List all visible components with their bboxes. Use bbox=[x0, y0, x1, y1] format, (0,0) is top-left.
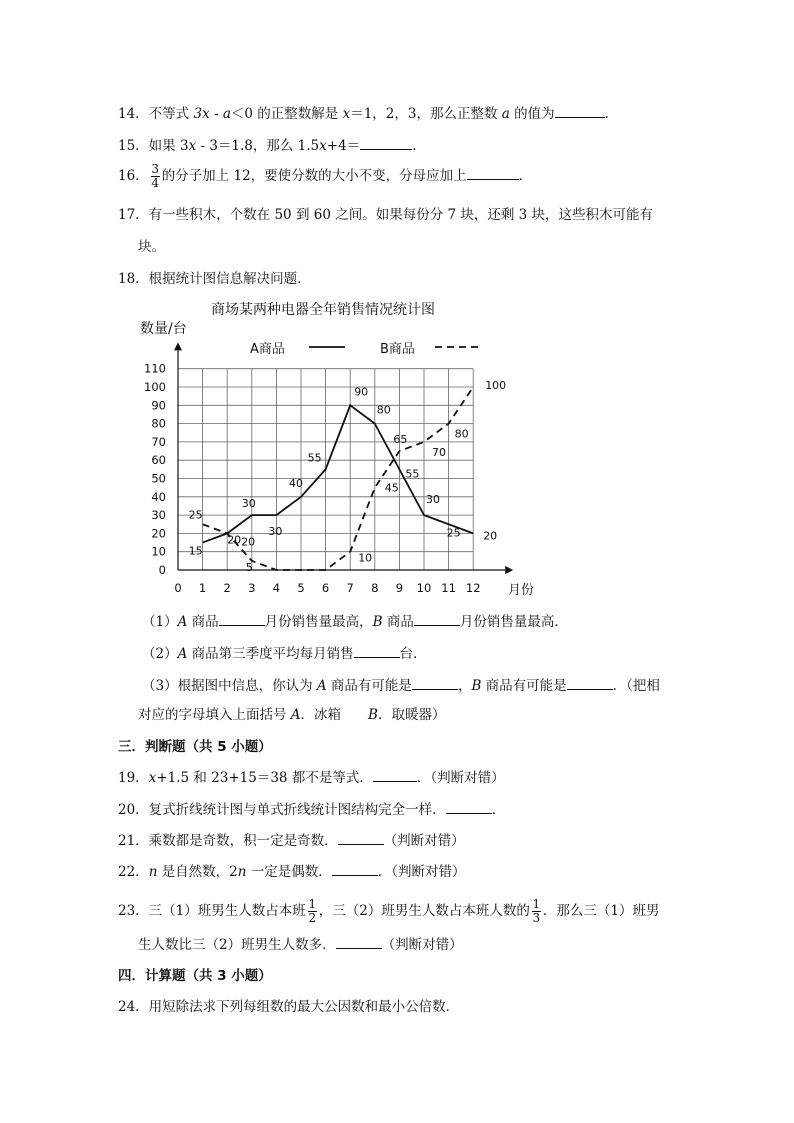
answer-blank[interactable] bbox=[567, 675, 613, 690]
answer-blank[interactable] bbox=[360, 135, 412, 150]
x-tick-label: 7 bbox=[346, 581, 354, 595]
data-label-a: 80 bbox=[376, 403, 391, 417]
answer-blank[interactable] bbox=[354, 643, 400, 658]
chart-title: 商场某两种电器全年销售情况统计图 bbox=[211, 302, 435, 318]
answer-blank[interactable] bbox=[555, 103, 605, 118]
chart-data-labels bbox=[189, 379, 507, 574]
data-label-a: 15 bbox=[188, 544, 203, 558]
x-axis-arrow bbox=[505, 566, 513, 574]
fraction-3-4: $\frac{3}{4}$ bbox=[151, 162, 159, 190]
answer-blank[interactable] bbox=[219, 611, 265, 626]
chart-y-axis-label: 数量/台 bbox=[140, 321, 187, 337]
question-24: 24．用短除法求下列每组数的最大公因数和最小公倍数． bbox=[118, 999, 460, 1015]
x-tick-label: 4 bbox=[272, 581, 281, 595]
data-label-b: 80 bbox=[454, 427, 469, 441]
section-heading-calculation: 四．计算题（共 3 小题） bbox=[118, 968, 272, 984]
y-tick-label: 40 bbox=[151, 489, 166, 504]
line-chart bbox=[0, 292, 794, 612]
y-tick-label: 110 bbox=[144, 361, 166, 376]
question-23-line2: 生人数比三（2）班男生人数多． （判断对错） bbox=[138, 934, 463, 955]
question-20: 20．复式折线统计图与单式折线统计图结构完全一样． ． bbox=[118, 799, 505, 820]
data-label-a: 25 bbox=[446, 526, 461, 540]
question-14: 14．不等式 3x - a＜0 的正整数解是 x＝1，2，3，那么正整数 a 的值为 ． bbox=[118, 103, 618, 124]
x-tick-label: 6 bbox=[321, 581, 330, 595]
data-label-b: 5 bbox=[245, 560, 253, 574]
section-heading-judgment: 三．判断题（共 5 小题） bbox=[118, 739, 272, 755]
y-tick-label: 80 bbox=[151, 416, 166, 431]
answer-blank[interactable] bbox=[338, 830, 384, 845]
series-line-a bbox=[203, 405, 474, 542]
data-label-b: 45 bbox=[384, 481, 399, 495]
x-tick-label: 12 bbox=[465, 581, 481, 595]
question-15: 15．如果 3x - 3＝1.8，那么 1.5x+4＝ ． bbox=[118, 135, 426, 156]
x-tick-label: 3 bbox=[248, 581, 256, 595]
x-tick-label: 0 bbox=[174, 581, 182, 595]
fraction-1-2: $\frac{1}{2}$ bbox=[308, 897, 317, 925]
data-label-a: 30 bbox=[268, 525, 283, 539]
x-tick-label: 11 bbox=[441, 581, 456, 595]
answer-blank[interactable] bbox=[373, 767, 417, 782]
y-tick-label: 50 bbox=[151, 471, 166, 486]
legend-label-b: B商品 bbox=[380, 342, 415, 357]
y-axis-arrow bbox=[174, 342, 182, 350]
answer-blank[interactable] bbox=[332, 861, 378, 876]
question-19: 19．x+1.5 和 23+15＝38 都不是等式． ．（判断对错） bbox=[118, 767, 505, 788]
fraction-1-3: $\frac{1}{3}$ bbox=[532, 897, 541, 925]
y-tick-label: 10 bbox=[151, 544, 166, 559]
x-tick-label: 5 bbox=[297, 581, 305, 595]
chart-axes bbox=[174, 342, 513, 574]
data-label-b: 65 bbox=[393, 433, 408, 447]
y-tick-label: 60 bbox=[151, 453, 166, 468]
data-label-a: 55 bbox=[307, 451, 322, 465]
answer-blank[interactable] bbox=[414, 611, 460, 626]
x-tick-label: 2 bbox=[223, 581, 231, 595]
question-18: 18．根据统计图信息解决问题． bbox=[118, 271, 311, 287]
x-tick-label: 9 bbox=[395, 581, 404, 595]
data-label-a: 30 bbox=[426, 493, 440, 507]
data-label-a: 55 bbox=[405, 467, 420, 481]
question-16: 16． $\frac{3}{4}$ 的分子加上 12，要使分数的大小不变，分母应加上 ． bbox=[118, 162, 533, 190]
y-tick-label: 30 bbox=[151, 508, 166, 523]
y-tick-label: 20 bbox=[151, 526, 166, 541]
answer-blank[interactable] bbox=[467, 165, 519, 180]
question-23: 23．三（1）班男生人数占本班 $\frac{1}{2}$ ，三（2）班男生人数占本班人数的 $\frac{1}{3}$ ．那么三（1）班男 bbox=[118, 897, 660, 925]
data-label-b: 25 bbox=[188, 508, 203, 522]
question-18-3: （3）根据图中信息，你认为 A 商品有可能是 ，B 商品有可能是 ．（把相 bbox=[142, 675, 660, 696]
data-label-b: 10 bbox=[358, 551, 373, 565]
answer-blank[interactable] bbox=[412, 675, 458, 690]
legend-label-a: A商品 bbox=[250, 342, 285, 357]
x-tick-label: 10 bbox=[416, 581, 432, 595]
data-label-a: 20 bbox=[483, 529, 498, 543]
y-tick-label: 90 bbox=[151, 398, 166, 413]
chart-legend bbox=[250, 341, 478, 357]
question-18-3-line2: 对应的字母填入上面括号 A．冰箱 B．取暖器） bbox=[138, 707, 446, 723]
data-label-a: 40 bbox=[289, 476, 303, 490]
data-label-b: 70 bbox=[432, 445, 446, 459]
question-22: 22．n 是自然数，2n 一定是偶数． ．（判断对错） bbox=[118, 861, 466, 882]
y-tick-label: 70 bbox=[151, 434, 166, 449]
question-18-2: （2）A 商品第三季度平均每月销售 台． bbox=[142, 643, 427, 664]
x-tick-label: 1 bbox=[198, 581, 207, 595]
data-label-b: 20 bbox=[227, 533, 242, 547]
question-17: 17．有一些积木，个数在 50 到 60 之间。如果每份分 7 块，还剩 3 块，这些积木可能有 bbox=[118, 207, 654, 223]
answer-blank[interactable] bbox=[336, 934, 382, 949]
x-tick-label: 8 bbox=[371, 581, 379, 595]
y-tick-label: 100 bbox=[144, 380, 166, 394]
data-label-b: 100 bbox=[485, 379, 507, 392]
data-label-a: 90 bbox=[354, 385, 369, 399]
question-18-1: （1）A 商品 月份销售量最高，B 商品 月份销售量最高． bbox=[142, 611, 568, 632]
chart-x-axis-label: 月份 bbox=[508, 583, 535, 598]
question-21: 21．乘数都是奇数，积一定是奇数． （判断对错） bbox=[118, 830, 465, 851]
data-label-a: 20 bbox=[241, 535, 256, 549]
data-label-a: 30 bbox=[241, 497, 256, 511]
question-17-line2: 块。 bbox=[138, 239, 165, 255]
answer-blank[interactable] bbox=[446, 799, 492, 814]
y-tick-label: 0 bbox=[158, 563, 166, 577]
